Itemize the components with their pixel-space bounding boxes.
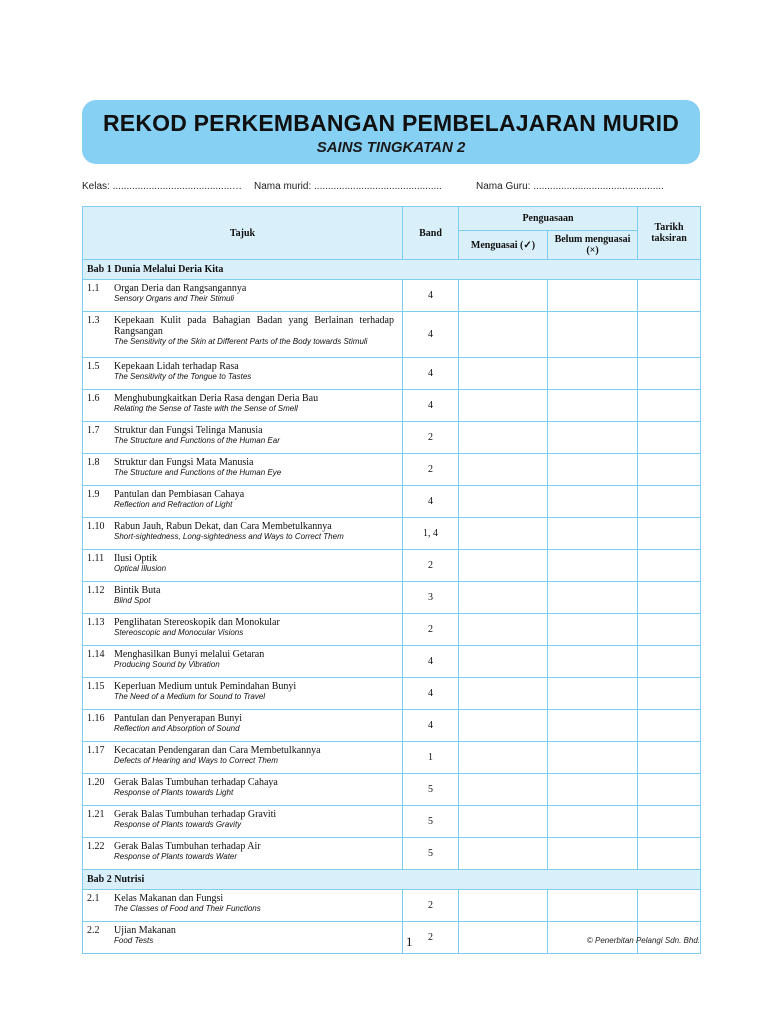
band-cell: 1 [403, 742, 459, 774]
topic-malay: Gerak Balas Tumbuhan terhadap Graviti [114, 809, 277, 820]
band-cell: 4 [403, 358, 459, 390]
mastered-cell[interactable] [459, 280, 548, 312]
band-cell: 4 [403, 710, 459, 742]
not-mastered-cell[interactable] [548, 838, 638, 870]
header-not-mastered: Belum menguasai (×) [548, 231, 638, 260]
assessment-date-cell[interactable] [638, 774, 701, 806]
topic-number: 1.16 [87, 713, 105, 724]
topic-malay: Kecacatan Pendengaran dan Cara Membetulkannya [114, 745, 321, 756]
assessment-date-cell[interactable] [638, 646, 701, 678]
mastered-cell[interactable] [459, 454, 548, 486]
band-cell: 2 [403, 890, 459, 922]
assessment-date-cell[interactable] [638, 486, 701, 518]
topic-malay: Organ Deria dan Rangsangannya [114, 283, 247, 294]
topic-number: 2.2 [87, 925, 100, 936]
table-row [83, 806, 701, 838]
header-mastery: Penguasaan [459, 207, 638, 231]
table-row [83, 454, 701, 486]
topic-english: The Structure and Functions of the Human Ear [114, 436, 280, 445]
mastered-cell[interactable] [459, 838, 548, 870]
topic-cell [83, 838, 403, 870]
not-mastered-cell[interactable] [548, 422, 638, 454]
topic-number: 1.22 [87, 841, 105, 852]
topic-number: 1.6 [87, 393, 100, 404]
topic-english: Food Tests [114, 936, 154, 945]
topic-english: The Sensitivity of the Skin at Different Parts of the Body towards Stimuli [114, 337, 368, 346]
not-mastered-cell[interactable] [548, 614, 638, 646]
topic-malay: Keperluan Medium untuk Pemindahan Bunyi [114, 681, 297, 692]
band-cell: 4 [403, 678, 459, 710]
topic-malay: Kepekaan Kulit pada Bahagian Badan yang Berlainan terhadap Rangsangan [114, 315, 394, 337]
header-topic: Tajuk [83, 207, 403, 260]
topic-cell [83, 922, 403, 954]
topic-cell [83, 646, 403, 678]
assessment-date-cell[interactable] [638, 280, 701, 312]
band-cell: 5 [403, 806, 459, 838]
topic-malay: Struktur dan Fungsi Telinga Manusia [114, 425, 263, 436]
topic-malay: Rabun Jauh, Rabun Dekat, dan Cara Membetulkannya [114, 521, 332, 532]
topic-cell [83, 742, 403, 774]
topic-malay: Ilusi Optik [114, 553, 158, 564]
mastered-cell[interactable] [459, 678, 548, 710]
mastered-cell[interactable] [459, 646, 548, 678]
topic-english: Producing Sound by Vibration [114, 660, 220, 669]
mastered-cell[interactable] [459, 890, 548, 922]
mastered-cell[interactable] [459, 614, 548, 646]
assessment-date-cell[interactable] [638, 710, 701, 742]
page-subtitle: SAINS TINGKATAN 2 [316, 139, 466, 156]
topic-number: 1.7 [87, 425, 100, 436]
mastered-cell[interactable] [459, 710, 548, 742]
assessment-date-cell[interactable] [638, 742, 701, 774]
mastered-cell[interactable] [459, 774, 548, 806]
table-row [83, 742, 701, 774]
topic-cell [83, 550, 403, 582]
class-field: Kelas: ...........................................… [82, 181, 243, 192]
chapter-title: Bab 1 Dunia Melalui Deria Kita [83, 260, 701, 280]
header-date: Tarikh taksiran [638, 207, 701, 260]
student-name-field: Nama murid: .............................................. [254, 181, 442, 192]
not-mastered-cell[interactable] [548, 390, 638, 422]
topic-malay: Kelas Makanan dan Fungsi [114, 893, 224, 904]
table-row [83, 280, 701, 312]
topic-malay: Penglihatan Stereoskopik dan Monokular [114, 617, 280, 628]
not-mastered-cell[interactable] [548, 806, 638, 838]
copyright: © Penerbitan Pelangi Sdn. Bhd. [586, 936, 700, 945]
topic-english: Stereoscopic and Monocular Visions [114, 628, 244, 637]
assessment-date-cell[interactable] [638, 582, 701, 614]
not-mastered-cell[interactable] [548, 678, 638, 710]
band-cell: 4 [403, 486, 459, 518]
mastered-cell[interactable] [459, 518, 548, 550]
topic-cell [83, 280, 403, 312]
table-row [83, 774, 701, 806]
title-banner [82, 100, 700, 164]
band-cell: 4 [403, 280, 459, 312]
assessment-date-cell[interactable] [638, 312, 701, 358]
topic-number: 1.14 [87, 649, 105, 660]
table-row [83, 486, 701, 518]
topic-english: Relating the Sense of Taste with the Sense of Smell [114, 404, 298, 413]
mastered-cell[interactable] [459, 922, 548, 954]
topic-cell [83, 486, 403, 518]
topic-number: 1.17 [87, 745, 105, 756]
not-mastered-cell[interactable] [548, 454, 638, 486]
not-mastered-cell[interactable] [548, 312, 638, 358]
header-mastered: Menguasai (✓) [459, 231, 548, 260]
topic-cell [83, 710, 403, 742]
band-cell: 2 [403, 422, 459, 454]
topic-english: The Structure and Functions of the Human Eye [114, 468, 282, 477]
assessment-date-cell[interactable] [638, 358, 701, 390]
table-row [83, 710, 701, 742]
topic-malay: Bintik Buta [114, 585, 161, 596]
topic-malay: Pantulan dan Pembiasan Cahaya [114, 489, 245, 500]
mastered-cell[interactable] [459, 742, 548, 774]
mastered-cell[interactable] [459, 550, 548, 582]
mastered-cell[interactable] [459, 806, 548, 838]
topic-number: 1.11 [87, 553, 105, 564]
topic-number: 1.15 [87, 681, 105, 692]
not-mastered-cell[interactable] [548, 710, 638, 742]
mastered-cell[interactable] [459, 422, 548, 454]
topic-malay: Pantulan dan Penyerapan Bunyi [114, 713, 243, 724]
teacher-name-field: Nama Guru: ............................................... [476, 181, 664, 192]
topic-malay: Menghasilkan Bunyi melalui Getaran [114, 649, 265, 660]
topic-english: Blind Spot [114, 596, 151, 605]
not-mastered-cell[interactable] [548, 518, 638, 550]
band-cell: 4 [403, 646, 459, 678]
topic-cell [83, 358, 403, 390]
assessment-date-cell[interactable] [638, 838, 701, 870]
topic-english: Response of Plants towards Water [114, 852, 238, 861]
topic-cell [83, 774, 403, 806]
table-row [83, 614, 701, 646]
band-cell: 5 [403, 838, 459, 870]
topic-cell [83, 614, 403, 646]
topic-number: 1.10 [87, 521, 105, 532]
topic-english: Short-sightedness, Long-sightedness and Ways to Correct Them [114, 532, 344, 541]
topic-number: 1.1 [87, 283, 100, 294]
assessment-date-cell[interactable] [638, 454, 701, 486]
assessment-date-cell[interactable] [638, 390, 701, 422]
header-band: Band [403, 207, 459, 260]
topic-english: Sensory Organs and Their Stimuli [114, 294, 235, 303]
table-row [83, 358, 701, 390]
topic-cell [83, 312, 403, 358]
topic-malay: Kepekaan Lidah terhadap Rasa [114, 361, 239, 372]
topic-cell [83, 454, 403, 486]
topic-malay: Menghubungkaitkan Deria Rasa dengan Deria Bau [114, 393, 319, 404]
mastered-cell[interactable] [459, 312, 548, 358]
topic-english: Reflection and Refraction of Light [114, 500, 233, 509]
topic-number: 1.8 [87, 457, 100, 468]
assessment-date-cell[interactable] [638, 678, 701, 710]
mastered-cell[interactable] [459, 486, 548, 518]
table-row [83, 550, 701, 582]
topic-number: 1.12 [87, 585, 105, 596]
not-mastered-cell[interactable] [548, 550, 638, 582]
topic-english: The Sensitivity of the Tongue to Tastes [114, 372, 252, 381]
topic-cell [83, 390, 403, 422]
topic-malay: Gerak Balas Tumbuhan terhadap Air [114, 841, 261, 852]
topic-cell [83, 518, 403, 550]
mastered-cell[interactable] [459, 582, 548, 614]
topic-cell [83, 678, 403, 710]
topic-number: 2.1 [87, 893, 100, 904]
not-mastered-cell[interactable] [548, 280, 638, 312]
not-mastered-cell[interactable] [548, 358, 638, 390]
band-cell: 5 [403, 774, 459, 806]
band-cell: 2 [403, 550, 459, 582]
not-mastered-cell[interactable] [548, 742, 638, 774]
table-row [83, 678, 701, 710]
assessment-date-cell[interactable] [638, 806, 701, 838]
topic-english: Optical Illusion [114, 564, 167, 573]
topic-number: 1.13 [87, 617, 105, 628]
table-row [83, 582, 701, 614]
table-row [83, 518, 701, 550]
assessment-date-cell[interactable] [638, 518, 701, 550]
assessment-date-cell[interactable] [638, 890, 701, 922]
topic-english: Response of Plants towards Light [114, 788, 234, 797]
topic-number: 1.9 [87, 489, 100, 500]
assessment-date-cell[interactable] [638, 422, 701, 454]
topic-number: 1.3 [87, 315, 100, 326]
table-row [83, 312, 701, 358]
not-mastered-cell[interactable] [548, 890, 638, 922]
topic-malay: Gerak Balas Tumbuhan terhadap Cahaya [114, 777, 278, 788]
band-cell: 1, 4 [403, 518, 459, 550]
page-number: 1 [406, 934, 413, 949]
record-table [82, 206, 701, 954]
table-row [83, 646, 701, 678]
not-mastered-cell[interactable] [548, 646, 638, 678]
topic-cell [83, 890, 403, 922]
topic-cell [83, 422, 403, 454]
topic-english: Reflection and Absorption of Sound [114, 724, 240, 733]
band-cell: 2 [403, 614, 459, 646]
assessment-date-cell[interactable] [638, 614, 701, 646]
topic-number: 1.5 [87, 361, 100, 372]
table-row [83, 390, 701, 422]
topic-malay: Ujian Makanan [114, 925, 176, 936]
topic-english: Response of Plants towards Gravity [114, 820, 242, 829]
not-mastered-cell[interactable] [548, 486, 638, 518]
not-mastered-cell[interactable] [548, 774, 638, 806]
band-cell: 4 [403, 390, 459, 422]
band-cell: 2 [403, 922, 459, 954]
page-title: REKOD PERKEMBANGAN PEMBELAJARAN MURID [102, 110, 680, 136]
topic-english: Defects of Hearing and Ways to Correct Them [114, 756, 278, 765]
table-row [83, 890, 701, 922]
mastered-cell[interactable] [459, 358, 548, 390]
band-cell: 2 [403, 454, 459, 486]
mastered-cell[interactable] [459, 390, 548, 422]
assessment-date-cell[interactable] [638, 550, 701, 582]
chapter-row [83, 260, 701, 280]
band-cell: 3 [403, 582, 459, 614]
topic-english: The Classes of Food and Their Functions [114, 904, 261, 913]
topic-english: The Need of a Medium for Sound to Travel [114, 692, 266, 701]
topic-malay: Struktur dan Fungsi Mata Manusia [114, 457, 254, 468]
topic-number: 1.20 [87, 777, 105, 788]
table-row [83, 422, 701, 454]
chapter-title: Bab 2 Nutrisi [83, 870, 701, 890]
chapter-row [83, 870, 701, 890]
band-cell: 4 [403, 312, 459, 358]
topic-cell [83, 582, 403, 614]
table-row [83, 838, 701, 870]
topic-number: 1.21 [87, 809, 105, 820]
not-mastered-cell[interactable] [548, 582, 638, 614]
topic-cell [83, 806, 403, 838]
